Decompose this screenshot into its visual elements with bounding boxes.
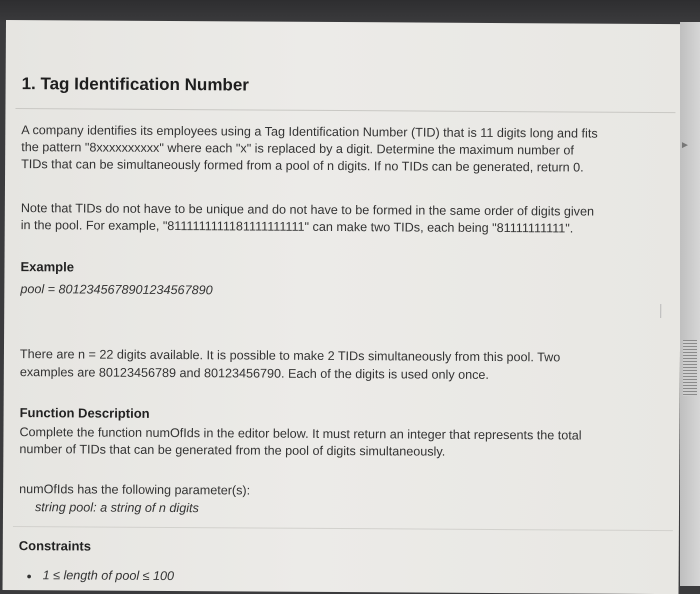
explanation-line-1: There are n = 22 digits available. It is possible to make 2 TIDs simultaneously from this pool. Two xyxy=(19,347,561,365)
problem-content xyxy=(18,48,670,585)
page-title: 1. Tag Identification Number xyxy=(21,74,249,95)
problem-panel xyxy=(3,20,682,594)
parameter-pool: string pool: a string of n digits xyxy=(34,500,199,516)
browser-top-bar xyxy=(0,0,700,22)
example-heading: Example xyxy=(20,259,75,275)
intro-line-1: A company identifies its employees using a Tag Identification Number (TID) that is 11 digits long and fits xyxy=(21,123,598,141)
text-cursor xyxy=(660,304,661,318)
function-description-line-1: Complete the function numOfIds in the editor below. It must return an integer that represents the total xyxy=(19,425,582,443)
constraints-heading: Constraints xyxy=(18,538,92,554)
note-line-1: Note that TIDs do not have to be unique and do not have to be formed in the same order of digits given xyxy=(20,201,595,219)
function-description-line-2: number of TIDs that can be generated from the pool of digits simultaneously. xyxy=(19,442,446,459)
example-pool: pool = 8012345678901234567890 xyxy=(20,282,213,298)
constraint-text: 1 ≤ length of pool ≤ 100 xyxy=(42,568,175,584)
intro-line-3: TIDs that can be simultaneously formed from a pool of n digits. If no TIDs can be generated, return 0. xyxy=(21,157,584,175)
parameters-intro: numOfIds has the following parameter(s): xyxy=(19,482,251,498)
explanation-line-2: examples are 80123456789 and 80123456790. Each of the digits is used only once. xyxy=(19,365,490,382)
scrollbar[interactable] xyxy=(680,22,700,586)
scrollbar-thumb[interactable] xyxy=(683,340,697,396)
title-divider xyxy=(15,108,675,113)
constraint-item xyxy=(27,568,327,590)
function-description-heading: Function Description xyxy=(19,405,150,421)
constraints-divider xyxy=(13,526,673,531)
intro-line-2: the pattern "8xxxxxxxxxx" where each "x" is replaced by a digit. Determine the maximum number of xyxy=(21,140,574,158)
bullet-icon: • xyxy=(26,568,32,585)
note-line-2: in the pool. For example, "8111111111181111111111" can make two TIDs, each being "81111111111". xyxy=(20,218,574,236)
chevron-right-icon: ► xyxy=(680,140,690,151)
